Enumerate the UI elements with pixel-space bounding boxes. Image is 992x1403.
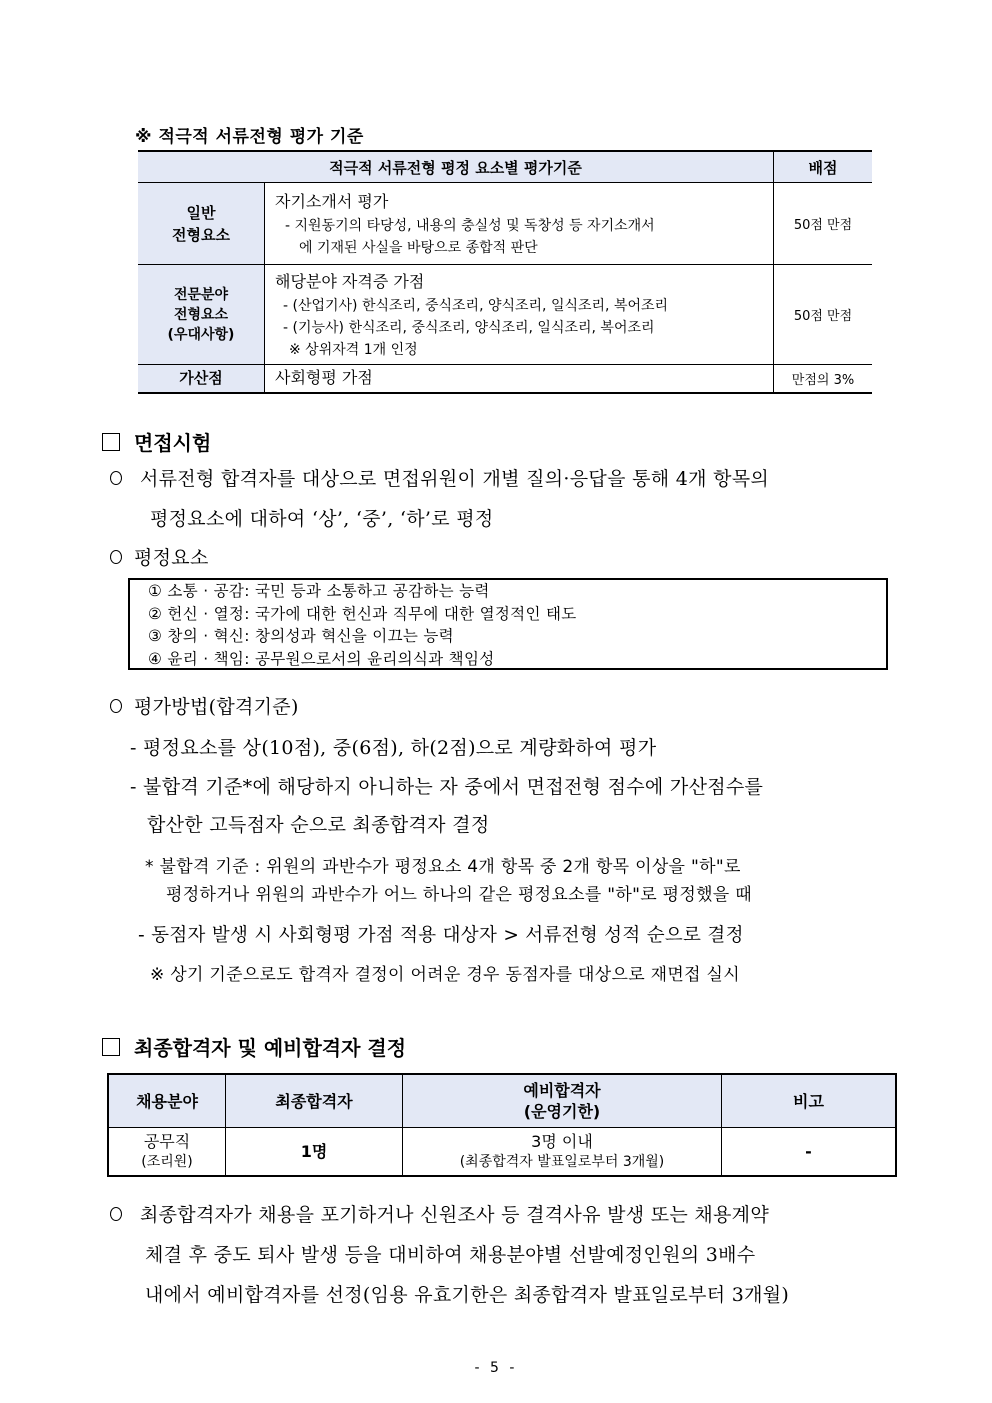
checkbox-square-icon	[102, 1038, 120, 1056]
document-eval-table	[138, 150, 872, 394]
final-result-table	[107, 1073, 897, 1177]
page-number: - 5 -	[474, 1360, 518, 1376]
row-content: 해당분야 자격증 가점 - (산업기사) 한식조리, 중식조리, 양식조리, 일식조리, 복어조리 - (기능사) 한식조리, 중식조리, 양식조리, 일식조리, 복어조리 ※ 상위자격 1개 인정	[265, 265, 774, 365]
final-paragraph-line-2: 체결 후 중도 퇴사 발생 등을 대비하여 채용분야별 선발예정인원의 3배수	[145, 1244, 756, 1266]
cell-final-count: 1명	[226, 1128, 403, 1177]
tie-rule: - 동점자 발생 시 사회형평 가점 적용 대상자 > 서류전형 성적 순으로 결정	[138, 925, 744, 946]
row-score: 50점 만점	[774, 183, 873, 265]
header-criteria: 적극적 서류전형 평정 요소별 평가기준	[138, 151, 774, 183]
criteria-heading: 평정요소	[110, 543, 209, 570]
table-row	[138, 265, 872, 365]
criteria-item: ③ 창의 · 혁신: 창의성과 혁신을 이끄는 능력	[148, 627, 454, 645]
table-header-row	[138, 151, 872, 183]
method-line-2b: 합산한 고득점자 순으로 최종합격자 결정	[147, 814, 490, 836]
header-score: 배점	[774, 151, 873, 183]
cell-note: -	[722, 1128, 897, 1177]
interview-section-title: 면접시험	[134, 431, 212, 455]
criteria-box	[128, 578, 888, 670]
row-score: 50점 만점	[774, 265, 873, 365]
table-header-row	[108, 1074, 896, 1128]
fail-note-line-2: 평정하거나 위원의 과반수가 어느 하나의 같은 평정요소를 "하"로 평정했을 때	[166, 885, 752, 905]
circle-bullet-icon	[110, 550, 122, 564]
tie-note: ※ 상기 기준으로도 합격자 결정이 어려운 경우 동점자를 대상으로 재면접 실시	[150, 965, 740, 985]
method-line-2a: - 불합격 기준*에 해당하지 아니하는 자 중에서 면접전형 점수에 가산점수를	[130, 776, 764, 798]
cell-field: 공무직 (조리원)	[108, 1128, 226, 1177]
table-row	[138, 365, 872, 393]
table-row	[108, 1128, 896, 1177]
row-heading: 사회형평 가점	[265, 365, 774, 393]
document-eval-title: ※ 적극적 서류전형 평가 기준	[135, 127, 364, 147]
method-heading: 평가방법(합격기준)	[110, 692, 299, 719]
header-reserve: 예비합격자 (운영기한)	[403, 1074, 722, 1128]
circle-bullet-icon	[110, 471, 122, 485]
criteria-item: ① 소통 · 공감: 국민 등과 소통하고 공감하는 능력	[148, 582, 490, 600]
interview-intro-line-2: 평정요소에 대하여 ‘상’, ‘중’, ‘하’로 평정	[150, 508, 494, 530]
interview-section-heading	[102, 427, 211, 456]
final-paragraph-line-3: 내에서 예비합격자를 선정(임용 유효기한은 최종합격자 발표일로부터 3개월)	[145, 1284, 790, 1306]
row-heading: 자기소개서 평가	[275, 191, 389, 211]
header-final: 최종합격자	[226, 1074, 403, 1128]
circle-bullet-icon	[110, 699, 122, 713]
final-section-title: 최종합격자 및 예비합격자 결정	[134, 1036, 407, 1060]
circle-bullet-icon	[110, 1207, 122, 1221]
row-label: 가산점	[138, 365, 265, 393]
checkbox-square-icon	[102, 433, 120, 451]
row-score: 만점의 3%	[774, 365, 873, 393]
criteria-item: ④ 윤리 · 책임: 공무원으로서의 윤리의식과 책임성	[148, 649, 495, 668]
row-content: 자기소개서 평가 - 지원동기의 타당성, 내용의 충실성 및 독창성 등 자기소개서 에 기재된 사실을 바탕으로 종합적 판단	[265, 183, 774, 265]
row-heading: 해당분야 자격증 가점	[275, 271, 425, 291]
table-row	[138, 183, 872, 265]
header-field: 채용분야	[108, 1074, 226, 1128]
interview-intro-line-1: 서류전형 합격자를 대상으로 면접위원이 개별 질의·응답을 통해 4개 항목의	[110, 464, 769, 491]
header-note: 비고	[722, 1074, 897, 1128]
row-label: 일반 전형요소	[138, 183, 265, 265]
criteria-item: ② 헌신 · 열정: 국가에 대한 헌신과 직무에 대한 열정적인 태도	[148, 604, 577, 623]
fail-note-line-1: * 불합격 기준 : 위원의 과반수가 평정요소 4개 항목 중 2개 항목 이상을 "하"로	[145, 857, 741, 877]
row-label: 전문분야 전형요소 (우대사항)	[138, 265, 265, 365]
final-section-heading	[102, 1032, 406, 1061]
final-paragraph-line-1: 최종합격자가 채용을 포기하거나 신원조사 등 결격사유 발생 또는 채용계약	[110, 1200, 769, 1227]
cell-reserve: 3명 이내 (최종합격자 발표일로부터 3개월)	[403, 1128, 722, 1177]
method-line-1: - 평정요소를 상(10점), 중(6점), 하(2점)으로 계량화하여 평가	[130, 737, 657, 759]
